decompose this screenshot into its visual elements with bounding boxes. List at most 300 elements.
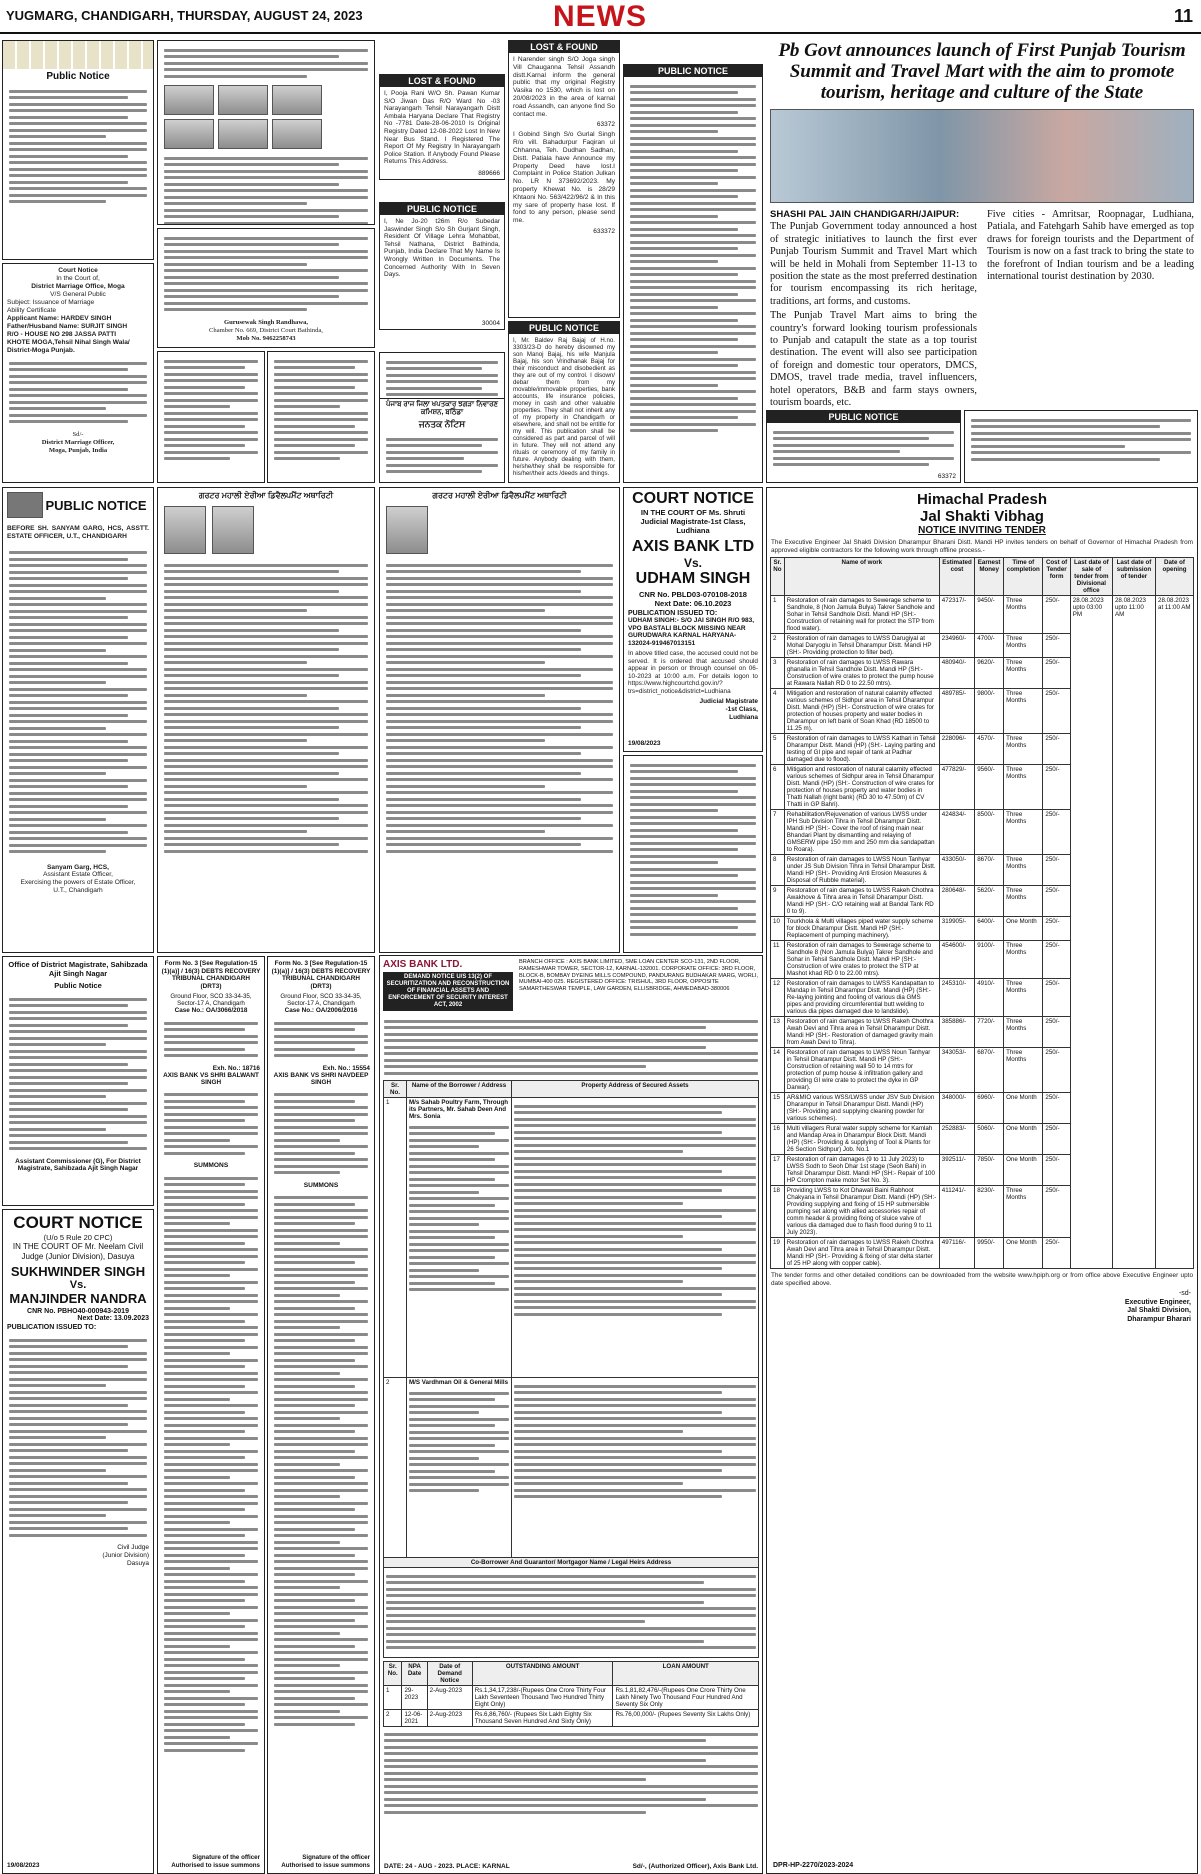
notice-photo xyxy=(272,119,322,149)
megaphone-icon xyxy=(7,492,43,518)
court-notice-text: In above titled case, the accused could not be served. It is ordered that accused should appear in person or through counsel on 06-10-2023 at 10:00 a.m. For details logon to https://www.highcourtchd.gov.in/?trs=district_notice&district=Ludhiana xyxy=(628,650,758,695)
punjabi-notice-col2a xyxy=(157,40,375,225)
tender-cell: 9450/- xyxy=(975,596,1004,634)
drt-head: Form No. 3 [See Regulation-15 (1)(a)] / 16(3) DEBTS RECOVERY TRIBUNAL CHANDIGARH (DRT3) xyxy=(161,960,261,990)
tender-intro: The Executive Engineer Jal Shakti Division Dharampur Bharani Distt. Mandi HP invites tenders on behalf of Governor of Himachal Pradesh from approved eligible contractors for the following work through offline process.- xyxy=(771,539,1193,554)
signature-title: Assistant Estate Officer, xyxy=(43,871,113,879)
tender-cell: 250/- xyxy=(1043,941,1070,979)
publication-address: UDHAM SINGH:- S/O JAI SINGH R/O 983, VPO BASTALI BLOCK MISSING NEAR GURUDWARA KARNAL HARYANA-132024-919467013151 xyxy=(628,617,755,647)
lost-found-phone: 63372 xyxy=(596,121,615,129)
axis-demand-title: DEMAND NOTICE U/S 13(2) OF SECURITIZATION AND RECONSTRUCTION OF FINANCIAL ASSETS AND ENFORCEMENT OF SECURITY INTEREST ACT, 2002 xyxy=(383,972,513,1011)
tender-col-header: Last date of sale of tender from Divisional office xyxy=(1070,558,1112,596)
tender-cell: 250/- xyxy=(1043,658,1070,689)
amount-col-header: Date of Demand Notice xyxy=(427,1662,472,1686)
versus: Vs. xyxy=(69,1279,87,1291)
public-notice-code: 30004 xyxy=(481,320,500,327)
public-notice-title: PUBLIC NOTICE xyxy=(509,322,619,334)
tender-cell: Three Months xyxy=(1004,886,1043,917)
court-notice-line: KHOTE MOGA,Tehsil Nihal Singh Wala/ xyxy=(7,339,130,346)
tender-cell: 250/- xyxy=(1043,1238,1070,1269)
tender-cell: 250/- xyxy=(1043,1186,1070,1238)
tender-cell: Three Months xyxy=(1004,855,1043,886)
signature-name: Gurusewak Singh Randhawa, xyxy=(223,318,309,326)
tender-cell: 392511/- xyxy=(939,1155,974,1186)
tender-cell: 250/- xyxy=(1043,1017,1070,1048)
lost-found-phone: 889666 xyxy=(478,170,500,177)
tender-cell: 4 xyxy=(771,689,785,734)
tender-cell: 250/- xyxy=(1043,810,1070,855)
party-1: SUKHWINDER SINGH xyxy=(10,1264,146,1279)
tender-sd: -sd- xyxy=(1178,1290,1191,1297)
gmada-office-title: ਗਰਟਰ ਮਹਾਲੀ ਏਰੀਆ ਡਿਵੈਲਪਮੈਂਟ ਅਥਾਰਿਟੀ xyxy=(432,491,567,500)
tender-cell: 19 xyxy=(771,1238,785,1269)
co-borrower-header: Co-Borrower And Guarantor/ Mortgagor Name / Legal Heirs Address xyxy=(384,1558,759,1568)
cnr-number: CNR No. PBHO40-000943-2019 xyxy=(27,1308,129,1315)
tender-cell: 480940/- xyxy=(939,658,974,689)
court-notice-title: COURT NOTICE xyxy=(13,1213,143,1232)
office-subtitle: Public Notice xyxy=(54,981,102,990)
drt-case: Case No.: OA/2006/2016 xyxy=(284,1007,358,1015)
signature-title: Civil Judge xyxy=(117,1544,149,1551)
tender-cell: 16 xyxy=(771,1124,785,1155)
tender-cell: 454600/- xyxy=(939,941,974,979)
tender-cell: Mitigation and restoration of natural calamity effected various schemes of Sidhpur area in Tehsil Dharampur Distt. Mandi (HP) (SH:- Construction of wire crates for protection of houses property and water bodies in Dharampur on left bank of Soan Khad (RD 18500 to 11.25 m). xyxy=(784,689,939,734)
tender-cell: One Month xyxy=(1004,1155,1043,1186)
tender-cell: One Month xyxy=(1004,917,1043,941)
notice-photo xyxy=(164,506,206,554)
tender-cell: Tourkhola & Multi villages piped water supply scheme for block Dharampur Distt. Mandi HP (SH:- Replacement of pumping machinery). xyxy=(784,917,939,941)
amount-cell: Rs.6,86,760/- (Rupees Six Lakh Eighty Six Thousand Seven Hundred And Sixty Only) xyxy=(472,1710,613,1727)
signature-mobile: Mob No. 9462258743 xyxy=(236,334,296,342)
tender-cell: Rehabilitation/Rejuvenation of various LWSS under IPH Sub Division Tihra in Tehsil Dharampur Distt. Mandi HP (SH:- Cover the roof of rising main near Bhandari Plant by dismantling and relaying of GMSERW pipe 150 mm and 250 mm dia sandapattan to Roara). xyxy=(784,810,939,855)
tender-cell: 3 xyxy=(771,658,785,689)
punjabi-public-notice-2 xyxy=(766,410,961,483)
public-notice-col4 xyxy=(508,321,620,483)
court-notice-dasuya xyxy=(2,1209,154,1874)
drt-ground: Ground Floor, SCO 33-34-35, Sector-17 A, Chandigarh xyxy=(280,993,362,1008)
party-1: AXIS BANK LTD xyxy=(631,538,755,555)
tender-sign-1: Executive Engineer, xyxy=(1124,1298,1191,1306)
notice-photo xyxy=(218,119,268,149)
borrower-1: M/s Sahab Poultry Farm, Through its Partners, Mr. Sahab Deen And Mrs. Sonia xyxy=(409,1099,509,1120)
hp-tender-notice xyxy=(766,487,1198,1874)
court-of: IN THE COURT OF Ms. Shruti Judicial Magistrate-1st Class, Ludhiana xyxy=(640,508,746,535)
tender-cell: 411241/- xyxy=(939,1186,974,1238)
signature-division: (Junior Division) xyxy=(102,1551,149,1559)
notice-photo xyxy=(218,85,268,115)
public-notice-title: PUBLIC NOTICE xyxy=(767,411,960,423)
tender-col-header: Date of opening xyxy=(1156,558,1194,596)
public-notice-col1 xyxy=(2,40,154,260)
drt-exh: Exh. No.: 15554 xyxy=(322,1064,370,1072)
notice-date: 19/08/2023 xyxy=(628,740,661,747)
tender-cell: 8500/- xyxy=(975,810,1004,855)
punjabi-notice-4 xyxy=(623,755,763,953)
tender-cell: Restoration of rain damages to Sewerage scheme to Sandhole, 8 (Non Jamula Bulya) Takrer Sandhole and Sohar in Tehsil Sandhole Distt. Mandi HP (SH:- Construction of retaining wall for protect the STP from flood water). xyxy=(784,596,939,634)
cnr-number: CNR No. PBLD03-070108-2018 xyxy=(639,590,747,599)
tender-cell: Restoration of rain damages to LWSS Rakeh Chothra Awakhove & Tihra area in Tehsil Dharampur Distt. Mandi HP (SH:- C/O retaining wall at Bandal Tank RD 0 to 9). xyxy=(784,886,939,917)
public-notice-title: PUBLIC NOTICE xyxy=(45,497,147,513)
tender-cell: 250/- xyxy=(1043,765,1070,810)
court-notice-ludhiana xyxy=(623,487,763,752)
amount-row xyxy=(384,1686,759,1710)
tender-cell: 2 xyxy=(771,634,785,658)
court-notice-line: In the Court of, xyxy=(56,275,100,282)
court-notice-line: District Marriage Office, Moga xyxy=(31,283,125,290)
tender-cell: 245310/- xyxy=(939,979,974,1017)
tender-cell: 250/- xyxy=(1043,979,1070,1017)
signature-address: Chamber No. 669, District Court Bathinda, xyxy=(209,326,323,334)
tender-cell: 9800/- xyxy=(975,689,1004,734)
gmada-notice-2 xyxy=(379,487,620,953)
col-header: Property Address of Secured Assets xyxy=(512,1081,759,1098)
notice-photo xyxy=(272,85,322,115)
court-notice-line: Court Notice xyxy=(58,267,98,274)
tender-cell: Restoration of rain damages to LWSS Rawara ghanalla in Tehsil Sandhole Distt. Mandi HP (SH:- Construction of wire crates to protect the pump house at Rawara Nallah RD 0 to 22.50 mtrs). xyxy=(784,658,939,689)
tender-cell: 250/- xyxy=(1043,1124,1070,1155)
amount-cell: 2 xyxy=(384,1710,402,1727)
notice-photo xyxy=(164,119,214,149)
court-notice-line: Father/Husband Name: SURJIT SINGH xyxy=(7,323,128,330)
tender-cell: 319905/- xyxy=(939,917,974,941)
notice-date: 19/08/2023 xyxy=(7,1862,40,1869)
court-of: IN THE COURT OF Mr. Neelam Civil Judge (Junior Division), Dasuya xyxy=(12,1242,144,1261)
tender-cell: 8 xyxy=(771,855,785,886)
drt-ground: Ground Floor, SCO 33-34-35, Sector-17 A, Chandigarh xyxy=(170,993,252,1008)
tender-cell: One Month xyxy=(1004,1124,1043,1155)
court-notice-line: Subject: Issuance of Marriage xyxy=(7,299,95,306)
tender-cell: 5620/- xyxy=(975,886,1004,917)
tender-cell: Restoration of rain damages to LWSS Darugiyal at Mohal Daryoglu in Tehsil Dharampur Distt. Mandi HP (SH:- Providing protection to filter bed). xyxy=(784,634,939,658)
amount-cell: 2-Aug-2023 xyxy=(427,1710,472,1727)
office-title: Office of District Magistrate, Sahibzada Ajit Singh Nagar xyxy=(8,960,148,978)
drt-signature: Signature of the officer Authorised to issue summons xyxy=(281,1854,370,1869)
drt-signature: Signature of the officer Authorised to issue summons xyxy=(171,1854,260,1869)
axis-footer-sign: Sd/-, (Authorized Officer), Axis Bank Ltd. xyxy=(632,1863,758,1870)
tender-col-header: Sr. No xyxy=(771,558,785,596)
tender-cell: 250/- xyxy=(1043,689,1070,734)
signature: Sd/- xyxy=(72,430,84,438)
tender-cell: 7 xyxy=(771,810,785,855)
signature-class: -1st Class, xyxy=(725,705,758,713)
tender-cell: 28.08.2023 at 11:00 AM xyxy=(1156,596,1194,1269)
tender-cell: 9560/- xyxy=(975,765,1004,810)
tender-cell: Three Months xyxy=(1004,810,1043,855)
article-photo xyxy=(770,109,1194,203)
signature-title: Judicial Magistrate xyxy=(699,698,758,706)
tender-col-header: Cost of Tender form xyxy=(1043,558,1070,596)
axis-footer-date: DATE: 24 - AUG - 2023. PLACE: KARNAL xyxy=(384,1863,510,1870)
axis-bank-logo: AXIS BANK LTD. xyxy=(383,959,463,970)
public-notice-title: Public Notice xyxy=(46,71,110,82)
tender-cell: 17 xyxy=(771,1155,785,1186)
amount-cell: Rs.1,81,82,476/-(Rupees One Crore Thirty One Lakh Ninety Two Thousand Four Hundred And Seventy Six Only xyxy=(613,1686,759,1710)
tender-dpr: DPR-HP-2270/2023-2024 xyxy=(773,1862,854,1869)
tender-cell: 250/- xyxy=(1043,855,1070,886)
tender-cell: 228096/- xyxy=(939,734,974,765)
amount-col-header: NPA Date xyxy=(402,1662,427,1686)
public-notice-col2d xyxy=(267,351,375,483)
tender-cell: 489785/- xyxy=(939,689,974,734)
drt-summons: SUMMONS xyxy=(193,1162,229,1170)
tender-cell: 5 xyxy=(771,734,785,765)
lost-found-text-2: I Gobind Singh S/o Gurlal Singh R/o vill. Bahadurpur Faqiran ul Chhanna, Teh. Dudhan Sadhan, Distt. Patiala have Announce my Property Deed have lost.I Complaint in Police Station Julkan No. LR N 373692/2023. My property Khewat No. is 28/29 Khtaoni No. 563/422/96/2 & In this my sare of property hase lost. If fond to any person, please send me. xyxy=(513,131,615,225)
notice-body xyxy=(3,82,153,211)
masthead-dateline: YUGMARG, CHANDIGARH, THURSDAY, AUGUST 24, 2023 xyxy=(6,8,363,23)
tender-cell: 6400/- xyxy=(975,917,1004,941)
public-notice-estate-office xyxy=(2,487,154,953)
tender-title-3: NOTICE INVITING TENDER xyxy=(918,525,1046,536)
tender-col-header: Time of completion xyxy=(1004,558,1043,596)
tender-cell: Three Months xyxy=(1004,689,1043,734)
tender-sign-2: Jal Shakti Division, xyxy=(1127,1307,1191,1314)
court-notice-line: District-Moga Punjab. xyxy=(7,347,75,354)
tender-cell: 348000/- xyxy=(939,1093,974,1124)
public-notice-col2b xyxy=(157,228,375,348)
public-notice-title: PUBLIC NOTICE xyxy=(380,203,504,215)
tender-cell: Three Months xyxy=(1004,734,1043,765)
court-notice-sub: (U/o 5 Rule 20 CPC) xyxy=(43,1233,113,1242)
tender-cell: Restoration of rain damages to LWSS Noun Tanhyar under JS Sub Division Tihra in Tehsil Dharampur Distt. Mandi HP (SH:- Providing Anti Erosion Measures & Disposal of Rubble material). xyxy=(784,855,939,886)
amount-cell: 12-06-2021 xyxy=(402,1710,427,1727)
col-header: Sr. No. xyxy=(384,1081,407,1098)
tender-cell: 250/- xyxy=(1043,634,1070,658)
tender-table xyxy=(770,557,1194,1269)
notice-banner xyxy=(3,41,153,69)
tender-cell: 250/- xyxy=(1043,1155,1070,1186)
party-2: UDHAM SINGH xyxy=(635,570,751,587)
tender-cell: 385886/- xyxy=(939,1017,974,1048)
amount-cell: 2-Aug-2023 xyxy=(427,1686,472,1710)
tender-cell: Three Months xyxy=(1004,1017,1043,1048)
tender-cell: 250/- xyxy=(1043,1048,1070,1093)
amount-row xyxy=(384,1710,759,1727)
punjabi-public-notice xyxy=(623,64,763,483)
tender-cell: 18 xyxy=(771,1186,785,1238)
row-sr: 1 xyxy=(384,1098,407,1378)
tender-cell: 250/- xyxy=(1043,734,1070,765)
tender-cell: 9620/- xyxy=(975,658,1004,689)
tender-cell: 15 xyxy=(771,1093,785,1124)
tender-cell: 1 xyxy=(771,596,785,634)
tender-cell: Providing LWSS to Kot Dhawali Baini Rabhoot Chakyana in Tehsil Dharampur Distt. Mandi (HP) (SH:- Providing supplying and fixing of 15 HP submersible pumping set along with allied accessories repair of comm header & providing fixing of sluice valve of various dia damaged due to flash flood during 9 to 11 July 2023). xyxy=(784,1186,939,1238)
tender-cell: 10 xyxy=(771,917,785,941)
drt-summons-1 xyxy=(157,956,265,1874)
tender-cell: Restoration of rain damages to LWSS Rakeh Chothra Awah Devi and Tihra area in Tehsil Dharampur Distt. Mandi HP (SH:- Restoration of damaged gravity main from Awah Devi to Tihra). xyxy=(784,1017,939,1048)
drt-exh: Exh. No.: 18716 xyxy=(212,1064,260,1072)
court-notice-line: R/O - HOUSE NO 298 JASSA PATTI xyxy=(7,331,117,338)
amount-cell: Rs.1,34,17,238/-(Rupees One Crore Thirty Four Lakh Seventeen Thousand Two Hundred Thirty Eight Only) xyxy=(472,1686,613,1710)
borrower-2: M/S Vardhman Oil & General Mills xyxy=(409,1379,509,1386)
party-2: MANJINDER NANDRA xyxy=(9,1291,147,1306)
tender-col-header: Last date of submission of tender xyxy=(1112,558,1155,596)
signature-place: U.T., Chandigarh xyxy=(53,886,103,894)
tender-cell: One Month xyxy=(1004,1238,1043,1269)
public-notice-phone: 63372 xyxy=(937,473,956,480)
punjabi-notice-3 xyxy=(964,410,1198,483)
office-sign: Assistant Commissioner (G), For District Magistrate, Sahibzada Ajit Singh Nagar xyxy=(15,1157,141,1173)
page-header xyxy=(0,0,1201,34)
court-notice-line: Applicant Name: HARDEV SINGH xyxy=(7,315,112,322)
drt-parties: AXIS BANK VS SHRI NAVDEEP SINGH xyxy=(273,1071,369,1086)
lost-found-text: I Narender singh S/O Joga singh Vill Chauganna Tehsil Assandh distt.Karnal inform the general public that my original Registry Vasika no 1530, which is lost on 20/08/2023 in the area of karnal road Assandh, can anyone find So contact me. xyxy=(513,56,615,118)
article-body-2: The Punjab Travel Mart aims to bring the country's forward looking tourism professionals to Punjab and catapult the state as a top tourist destination. The event will also see participation of foreign and domestic tour operators, DMCS, DMOS, travel trade media, travel influencers, hotel operators, B&B and farm stays owners, tourism boards, etc. xyxy=(770,310,977,409)
tender-cell: Three Months xyxy=(1004,1048,1043,1093)
col-header: Name of the Borrower / Address xyxy=(407,1081,512,1098)
tender-cell: Restoration of rain damages to Sewerage scheme to Sandhole 8 (Non Jamula Bulya) Takrer Sandhole and Sohar in Tehsil Sandhole Distt. Mandi HP (SH:- Construction of wire crates to protect the STP at Mashot khad RD 0 to 22.00 mtrs). xyxy=(784,941,939,979)
axis-amount-table xyxy=(383,1661,759,1727)
signature-name: Sanyam Garg, HCS, xyxy=(47,863,109,871)
lost-found-col4 xyxy=(508,40,620,318)
axis-branch: BRANCH OFFICE : AXIS BANK LIMITED, SME LOAN CENTER SCO-131, 2ND FLOOR, RAMESHWAR TOWER, SECTOR-12, KARNAL-132001. CORPORATE OFFICE: 3RD FLOOR, BLOCK-B, BOMBAY DYEING MILLS COMPOUND, PANDURANG BUDHAKAR MARG, WORLI, MUMBAI-400 025. REGISTERED OFFICE: TRISHUL, 3RD FLOOR, OPPOSITE SAMARTHESWAR TEMPLE, LAW GARDEN, ELLISBRIDGE, AHMEDABAD-380006 xyxy=(519,959,759,993)
publication-issued: PUBLICATION ISSUED TO: xyxy=(7,1324,97,1331)
notice-photo xyxy=(164,85,214,115)
public-notice-col2c xyxy=(157,351,265,483)
tender-title-2: Jal Shakti Vibhag xyxy=(920,508,1044,525)
next-date: Next Date: 13.09.2023 xyxy=(77,1315,149,1322)
drt-summons-2 xyxy=(267,956,375,1874)
notice-photo xyxy=(386,506,428,554)
public-notice-col3 xyxy=(379,202,505,330)
tender-cell: 4910/- xyxy=(975,979,1004,1017)
notice-photo xyxy=(212,506,254,554)
tender-cell: Three Months xyxy=(1004,979,1043,1017)
tender-cell: 9950/- xyxy=(975,1238,1004,1269)
tender-cell: 5060/- xyxy=(975,1124,1004,1155)
court-notice-line: Ability Certificate xyxy=(7,307,57,314)
tender-cell: 252883/- xyxy=(939,1124,974,1155)
gmada-office-title: ਗਰਟਰ ਮਹਾਲੀ ਏਰੀਆ ਡਿਵੈਲਪਮੈਂਟ ਅਥਾਰਿਟੀ xyxy=(198,491,334,500)
row-sr: 2 xyxy=(384,1378,407,1558)
public-notice-title: PUBLIC NOTICE xyxy=(624,65,762,77)
lost-found-col3 xyxy=(379,74,505,180)
tender-cell: 497116/- xyxy=(939,1238,974,1269)
versus: Vs. xyxy=(683,556,702,570)
district-magistrate-notice xyxy=(2,956,154,1206)
tender-col-header: Earnest Money xyxy=(975,558,1004,596)
tender-cell: Restoration of rain damages to LWSS Kandapattan to Mandap in Tehsil Dharampur Distt. Mandi (HP) (SH:- Re-laying jointing and fooling of various dia GMS pipes and providing circumferential butt welding to various dia pipes damaged due to landslide). xyxy=(784,979,939,1017)
tender-cell: 6870/- xyxy=(975,1048,1004,1093)
signature-powers: Exercising the powers of Estate Officer, xyxy=(20,879,136,887)
tender-cell: Restoration of rain damages to LWSS Rakeh Chothra Awah Devi and Tihra area in Tehsil Dharampur Distt. Mandi HP (SH:- Providing & fixing of star delta starter of 25 HP along with copper cable). xyxy=(784,1238,939,1269)
next-date: Next Date: 06.10.2023 xyxy=(654,599,732,608)
tender-cell: 234960/- xyxy=(939,634,974,658)
signature-place: Moga, Punjab, India xyxy=(48,446,108,454)
tender-cell: Restoration of rain damages to LWSS Kathari in Tehsil Dharampur Distt. Mandi (HP) (SH:- Laying parting and testing of GI pipe and repair of tank at Padhar damaged due to flood). xyxy=(784,734,939,765)
tender-cell: Three Months xyxy=(1004,765,1043,810)
consumer-office-title: ਪੰਜਾਬ ਰਾਜ ਜਿਲਾ ਖਪਤਕਾਰ ਝਗੜਾ ਨਿਵਾਰਣ ਕਮਿਸ਼ਨ, ਬਠਿੰਡਾ xyxy=(386,401,498,416)
tender-title-1: Himachal Pradesh xyxy=(916,491,1048,508)
tender-cell: 7850/- xyxy=(975,1155,1004,1186)
axis-demand-notice xyxy=(379,955,763,1874)
tender-cell: Restoration of rain damages to LWSS Noun Tanhyar in Tehsil Dharampur Distt. Mandi HP (SH:- Construction of retaining wall 50 to 14 mtrs for protection of pump house & infiltration gallery and providing GI wire crate to protect the dyke in GP Darwar). xyxy=(784,1048,939,1093)
tender-cell: Three Months xyxy=(1004,634,1043,658)
tender-cell: 8670/- xyxy=(975,855,1004,886)
tender-cell: 12 xyxy=(771,979,785,1017)
tender-cell: 4570/- xyxy=(975,734,1004,765)
amount-cell: 1 xyxy=(384,1686,402,1710)
section-title: NEWS xyxy=(553,0,647,33)
tender-cell: 13 xyxy=(771,1017,785,1048)
tender-cell: 7720/- xyxy=(975,1017,1004,1048)
tender-cell: 14 xyxy=(771,1048,785,1093)
public-notice-text: I, Ne Jo-20 t26m R/o Subedar Jaswinder Singh S/o Sh Gurjant Singh, Resident Of Village Lehra Mohabbat, Tehsil Nathana, District Bathinda, Punjab, India Declare That My Name Is Wrongly Written In Documents. The Concerned Authority With In Seven Days. xyxy=(384,218,500,279)
axis-property-table xyxy=(383,1080,759,1658)
tender-cell: 472317/- xyxy=(939,596,974,634)
lost-found-title: LOST & FOUND xyxy=(380,75,504,87)
tender-cell: One Month xyxy=(1004,1093,1043,1124)
tender-cell: 280648/- xyxy=(939,886,974,917)
tender-cell: Mitigation and restoration of natural calamity effected various schemes of Sidhpur area in Tehsil Dharampur Distt. Mandi (HP) (SH:- Construction of wire crates for protection of houses property and water bodies in Thatti Nallah (right bank) (RD 30 to 47.50m) of CV Thatti in GP Bahri). xyxy=(784,765,939,810)
notice-body xyxy=(3,362,153,431)
tender-cell: 8230/- xyxy=(975,1186,1004,1238)
drt-parties: AXIS BANK VS SHRI BALWANT SINGH xyxy=(163,1071,259,1086)
article-body-1: The Punjab Government today announced a host of strategic initiatives to launch the first ever Punjab Tourism Summit and Travel Mart which will be held in Mohali from September 11-13 to position the state as the most preferred destination for tourism encompassing its rich heritage, traditions, art forms, and customs. xyxy=(770,221,977,307)
tender-cell: AR&MIO various WSS/LWSS under JSV Sub Division Dharampur in Tehsil Dharampur Distt. Mandi (HP) (SH:- Providing and supplying cleaning powder for various schemes). xyxy=(784,1093,939,1124)
tender-cell: 424834/- xyxy=(939,810,974,855)
amount-col-header: OUTSTANDING AMOUNT xyxy=(472,1662,613,1686)
consumer-notice-bathinda xyxy=(379,398,505,483)
tender-col-header: Estimated cost xyxy=(939,558,974,596)
tender-cell: 9100/- xyxy=(975,941,1004,979)
tender-cell: 250/- xyxy=(1043,886,1070,917)
drt-head: Form No. 3 [See Regulation-15 (1)(a)] / 16(3) DEBTS RECOVERY TRIBUNAL CHANDIGARH (DRT3) xyxy=(271,960,371,990)
drt-case: Case No.: OA/3066/2018 xyxy=(174,1007,248,1015)
janak-notice-title: ਜਨਤਕ ਨੋਟਿਸ xyxy=(418,419,466,429)
tender-cell: 28.08.2023 upto 03:00 PM xyxy=(1070,596,1112,1269)
public-notice-text: I, Mr. Baldev Raj Bajaj of H.no. 3303/23-D do hereby disowned my son Manoj Bajaj, his wife Manjula Bajaj, his son Vrindhanak Bajaj for their misconduct and disobedient as they are out of my control. I disown/ debar them from my movable/immovable properties, bank accounts, life insurance policies, money in cash and other valuable properties. They shall not inherit any of my property in Chandigarh or elsewhere, and shall not be entitle for my will. This publication shall be considered as part and parcel of will in future. They will not attend any rituals or ceremony of my family in future. Anybody dealing with them, he/she/they shall be responsible for his/her/their acts /deeds and things. xyxy=(513,337,615,477)
lost-found-title: LOST & FOUND xyxy=(509,41,619,53)
court-notice-title: COURT NOTICE xyxy=(632,490,754,507)
court-notice-line: V/S General Public xyxy=(50,291,106,298)
drt-summons: SUMMONS xyxy=(303,1181,339,1189)
tender-cell: Three Months xyxy=(1004,1186,1043,1238)
tender-cell: 9 xyxy=(771,886,785,917)
tender-cell: 250/- xyxy=(1043,917,1070,941)
court-notice-moga xyxy=(2,263,154,483)
tender-row xyxy=(771,596,1194,634)
tender-cell: 477829/- xyxy=(939,765,974,810)
signature-place: Dasuya xyxy=(126,1559,149,1567)
tender-cell: Three Months xyxy=(1004,596,1043,634)
publication-issued: PUBLICATION ISSUED TO: xyxy=(628,610,718,617)
signature-place: Ludhiana xyxy=(729,713,758,721)
tender-cell: 343053/- xyxy=(939,1048,974,1093)
tender-cell: 250/- xyxy=(1043,1093,1070,1124)
lost-found-phone-2: 633372 xyxy=(593,227,615,235)
lost-found-text: I, Pooja Rani W/O Sh. Pawan Kumar S/O Jiwan Das R/O Ward No -03 Narayangarh Tehsil Narayangarh Distt Ambala Haryana Declare That Registry No -7781 Date-28-06-2010 Is Original Registry Dated 12-08-2022 Lost In New Near Bus Stand. I Registered The Report Of My Registry In Narayangarh Police Station. If Anybody Found Please Returns This Address. xyxy=(384,90,500,166)
tourism-article xyxy=(766,40,1198,410)
tender-cell: Restoration of rain damages (9 to 11 July 2023) to LWSS Sodh to Seoh Dhar 1st stage (Seoh Bahi) in Tehsil Dharampur Distt. Mandi HP (SH:- Repair of 100 HP Crompton make motor Set No. 3). xyxy=(784,1155,939,1186)
amount-col-header: LOAN AMOUNT xyxy=(613,1662,759,1686)
tender-cell: 6960/- xyxy=(975,1093,1004,1124)
amount-cell: 29-2023 xyxy=(402,1686,427,1710)
article-headline: Pb Govt announces launch of First Punjab Tourism Summit and Travel Mart with the aim to promote tourism, heritage and culture of the State xyxy=(778,40,1186,103)
tender-sign-3: Dharampur Bharari xyxy=(1127,1315,1191,1323)
tender-cell: Three Months xyxy=(1004,941,1043,979)
tender-cell: 11 xyxy=(771,941,785,979)
page-number: 11 xyxy=(1173,6,1193,26)
tender-cell: 28.08.2023 upto 11:00 AM xyxy=(1112,596,1155,1269)
amount-cell: Rs.76,00,000/- (Rupees Seventy Six Lakhs Only) xyxy=(613,1710,759,1727)
tender-cell: Multi villagers Rural water supply scheme for Kamlah and Mandap Area in Dharampur Block Distt. Mandi (HP) (SH:- Providing & supplying of Tool & Plants for 26 Section Sidhpur) Job. No.1 xyxy=(784,1124,939,1155)
article-body-3: Five cities - Amritsar, Roopnagar, Ludhiana, Patiala, and Fatehgarh Sahib have emerged as top draws for foreign tourists and the Department of Tourism is now on a fast track to bring the state to the forefront of Indian tourism and be a leading international tourist destination by 2030. xyxy=(987,209,1194,283)
tender-cell: 433050/- xyxy=(939,855,974,886)
tender-cell: 6 xyxy=(771,765,785,810)
public-notice-before: BEFORE SH. SANYAM GARG, HCS, ASSTT. ESTATE OFFICER, U.T., CHANDIGARH xyxy=(7,525,149,540)
tender-cell: 4700/- xyxy=(975,634,1004,658)
tender-col-header: Name of work xyxy=(784,558,939,596)
